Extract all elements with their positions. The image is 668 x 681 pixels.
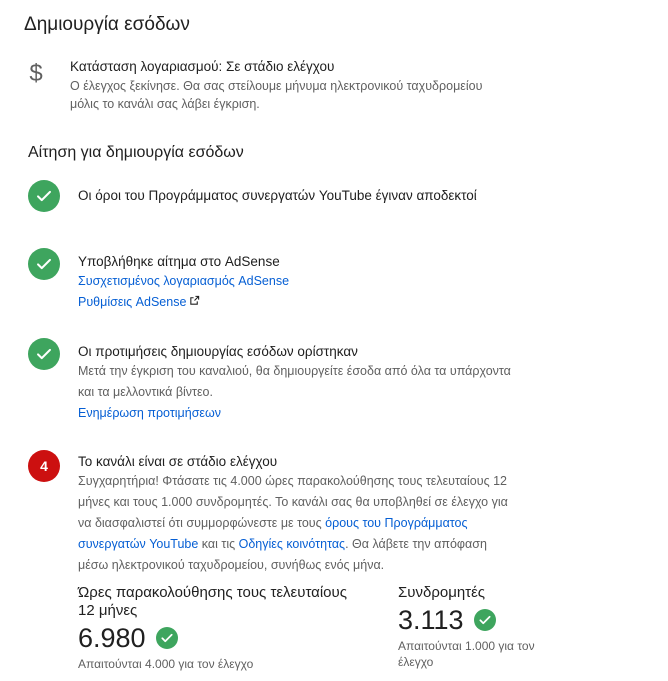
step-adsense-body [78,253,578,313]
watch-hours-label-1: Ώρες παρακολούθησης τους τελευταίους [78,584,347,601]
watch-hours-label-2: 12 μήνες [78,602,138,619]
update-preferences-link[interactable]: Ενημέρωση προτιμήσεων [78,406,221,420]
check-icon [28,248,60,280]
subscribers-requirement-2: έλεγχο [398,655,434,669]
step-review-line-4 [78,534,578,555]
step-review-line-3-text: να διασφαλιστεί ότι συμμορφώνεστε με τους [78,516,326,530]
status-text [70,58,590,113]
page-title: Δημιουργία εσόδων [24,14,190,35]
status-description [70,77,590,113]
subscribers-value-row [398,604,598,636]
check-icon [28,180,60,212]
status-heading: Κατάσταση λογαριασμού: Σε στάδιο ελέγχου [70,59,335,74]
application-heading: Αίτηση για δημιουργία εσόδων [28,144,244,161]
step-number-badge: 4 [28,450,60,482]
subscribers-metric [398,584,598,670]
status-line-1: Ο έλεγχος ξεκίνησε. Θα σας στείλουμε μήνυμα ηλεκτρονικού ταχυδρομείου [70,79,483,93]
step-review-line-4-mid: και τις [198,537,239,551]
watch-hours-value: 6.980 [78,623,146,653]
adsense-settings-label: Ρυθμίσεις AdSense [78,295,187,309]
step-review-body [78,453,578,576]
subscribers-value: 3.113 [398,605,464,635]
step-review-line-3 [78,513,578,534]
community-guidelines-link[interactable]: Οδηγίες κοινότητας [238,537,346,551]
linked-adsense-account-link[interactable]: Συσχετισμένος λογαριασμός AdSense [78,274,290,288]
watch-hours-value-row [78,622,388,654]
ypp-terms-link[interactable]: όρους του Προγράμματος [325,516,468,530]
step-review-line-2: μήνες και τους 1.000 συνδρομητές. Το κανάλι σας θα υποβληθεί σε έλεγχο για [78,495,508,509]
step-preferences-body [78,343,578,424]
check-icon [156,627,178,649]
subscribers-requirement-1: Απαιτούνται 1.000 για τον [398,639,535,653]
check-icon [28,338,60,370]
watch-hours-metric [78,584,388,672]
step-review-line-4-post: . Θα λάβετε την απόφαση [345,537,487,551]
watch-hours-requirement: Απαιτούνται 4.000 για τον έλεγχο [78,657,254,671]
check-icon [474,609,496,631]
step-terms-body [78,187,578,205]
ypp-terms-link-cont[interactable]: συνεργατών YouTube [78,537,199,551]
external-link-icon [189,292,200,313]
step-review-line-5: μέσω ηλεκτρονικού ταχυδρομείου, συνήθως ενός μήνα. [78,558,385,572]
dollar-icon: $ [29,60,43,87]
subscribers-label: Συνδρομητές [398,584,486,601]
step-review-title: Το κανάλι είναι σε στάδιο ελέγχου [78,454,278,469]
step-preferences-desc-1: Μετά την έγκριση του καναλιού, θα δημιουργείτε έσοδα από όλα τα υπάρχοντα [78,364,511,378]
step-preferences-desc-2: και τα μελλοντικά βίντεο. [78,385,213,399]
adsense-settings-link[interactable] [78,292,578,313]
step-review-line-1: Συγχαρητήρια! Φτάσατε τις 4.000 ώρες παρακολούθησης τους τελευταίους 12 [78,474,507,488]
step-terms-title: Οι όροι του Προγράμματος συνεργατών YouTube έγιναν αποδεκτοί [78,188,477,203]
status-line-2: μόλις το κανάλι σας λάβει έγκριση. [70,97,260,111]
step-preferences-title: Οι προτιμήσεις δημιουργίας εσόδων ορίστηκαν [78,344,358,359]
step-adsense-title: Υποβλήθηκε αίτημα στο AdSense [78,254,280,269]
